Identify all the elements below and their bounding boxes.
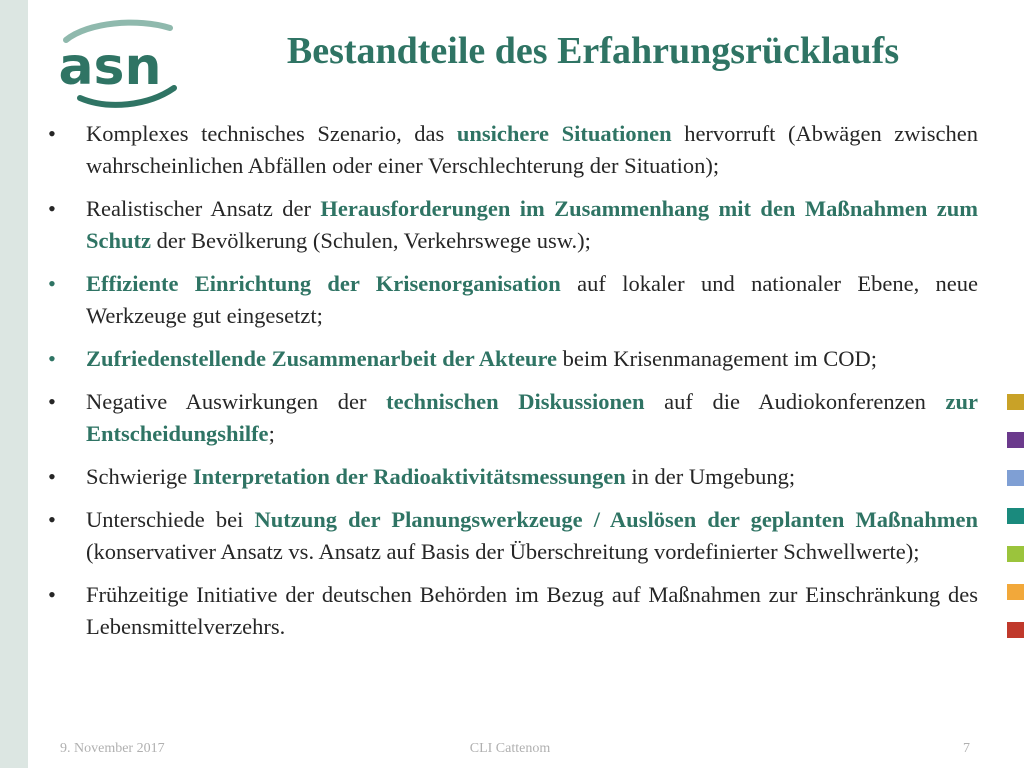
slide-title: Bestandteile des Erfahrungsrücklaufs [286,30,900,72]
color-square [1007,432,1024,448]
color-square [1007,394,1024,410]
bullet-text: hervorruft (Abwägen zwischen wahrscheinlichen Abfällen oder einer Verschlechterung der Situation); [86,121,979,178]
bullet-text: in der Umgebung; [625,464,796,489]
bullet-text: Komplexes technisches Szenario, das [86,121,457,146]
bullet-marker: • [48,507,56,532]
bullet-item [48,461,978,493]
color-square [1007,584,1024,600]
bullet-marker: • [48,389,56,414]
bullet-marker: • [48,346,56,371]
highlighted-text: zur Entscheidungshilfe [86,389,978,446]
asn-logo [48,18,178,110]
bullet-text: auf lokaler und nationaler Ebene, neue Werkzeuge gut eingesetzt; [86,271,978,328]
bullet-marker: • [48,464,56,489]
bullet-text: Unterschiede bei [86,507,255,532]
bullet-item [48,386,978,450]
footer-center-text: CLI Cattenom [469,741,551,756]
color-square [1007,508,1024,524]
bullet-item [48,193,978,257]
page-number: 7 [963,741,970,756]
bullet-item [48,268,978,332]
highlighted-text: Zufriedenstellende Zusammenarbeit der Akteure [86,346,558,371]
bullet-marker: • [48,271,56,296]
bullet-item [48,579,978,643]
footer-date: 9. November 2017 [60,741,165,756]
highlighted-text: unsichere Situationen [456,121,672,146]
highlighted-text: Nutzung der Planungswerkzeuge / Auslösen der geplanten Maßnahmen [254,507,978,532]
logo-text: asn [58,37,162,97]
highlighted-text: technischen Diskussionen [386,389,645,414]
bullet-marker: • [48,582,56,607]
highlighted-text: Interpretation der Radioaktivitätsmessungen [192,464,626,489]
color-square [1007,622,1024,638]
bullet-text: (konservativer Ansatz vs. Ansatz auf Basis der Überschreitung vordefinierter Schwellwerte); [86,539,920,564]
bullet-text: Schwierige [86,464,193,489]
bullet-marker: • [48,121,56,146]
bullet-text: Realistischer Ansatz der [86,196,321,221]
color-square [1007,546,1024,562]
bullet-text: der Bevölkerung (Schulen, Verkehrswege usw.); [151,228,591,253]
bullet-item [48,504,978,568]
bullet-item [48,343,978,375]
bullet-text: ; [268,421,275,446]
bullet-marker: • [48,196,56,221]
bullet-list [48,118,978,654]
bullet-text: beim Krisenmanagement im COD; [557,346,877,371]
bullet-text: Negative Auswirkungen der [86,389,387,414]
bullet-text: auf die Audiokonferenzen [644,389,946,414]
highlighted-text: Effiziente Einrichtung der Krisenorganisation [86,271,561,296]
highlighted-text: Herausforderungen im Zusammenhang mit den Maßnahmen zum Schutz [86,196,978,253]
bullet-text: Frühzeitige Initiative der deutschen Behörden im Bezug auf Maßnahmen zur Einschränkung des Lebensmittelverzehrs. [86,582,978,639]
color-square [1007,470,1024,486]
bullet-item [48,118,978,182]
left-decorative-bar [0,0,28,768]
